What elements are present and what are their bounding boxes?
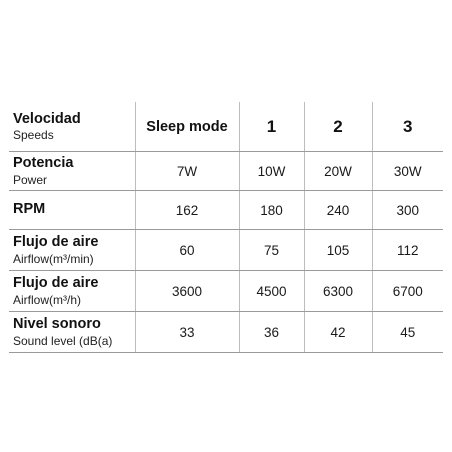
cell-value: 162 [135,191,239,230]
cell-value: 240 [304,191,372,230]
header-row [9,102,443,152]
row-label: Potencia Power [9,152,135,191]
cell-value: 42 [304,312,372,353]
row-power [9,152,443,191]
cell-value: 60 [135,230,239,271]
cell-value: 75 [239,230,304,271]
cell-value: 300 [372,191,443,230]
row-label: RPM [9,191,135,230]
row-airflow-min [9,230,443,271]
cell-value: 10W [239,152,304,191]
cell-value: 36 [239,312,304,353]
cell-value: 33 [135,312,239,353]
cell-value: 45 [372,312,443,353]
header-speed-2: 2 [304,102,372,152]
cell-value: 112 [372,230,443,271]
row-airflow-hour [9,271,443,312]
cell-value: 3600 [135,271,239,312]
cell-value: 6700 [372,271,443,312]
row-label: Nivel sonoro Sound level (dB(a) [9,312,135,353]
cell-value: 20W [304,152,372,191]
row-rpm [9,191,443,230]
header-speed-3: 3 [372,102,443,152]
cell-value: 30W [372,152,443,191]
cell-value: 105 [304,230,372,271]
cell-value: 180 [239,191,304,230]
row-sound-level [9,312,443,353]
cell-value: 4500 [239,271,304,312]
header-label-main: Velocidad [13,110,81,127]
row-label: Flujo de aire Airflow(m³/h) [9,271,135,312]
cell-value: 7W [135,152,239,191]
cell-value: 6300 [304,271,372,312]
header-sleep-mode: Sleep mode [135,102,239,152]
header-label-sub: Speeds [13,128,54,142]
row-label: Flujo de aire Airflow(m³/min) [9,230,135,271]
header-speed-1: 1 [239,102,304,152]
speed-spec-table [9,102,443,353]
header-label-cell [9,102,135,152]
